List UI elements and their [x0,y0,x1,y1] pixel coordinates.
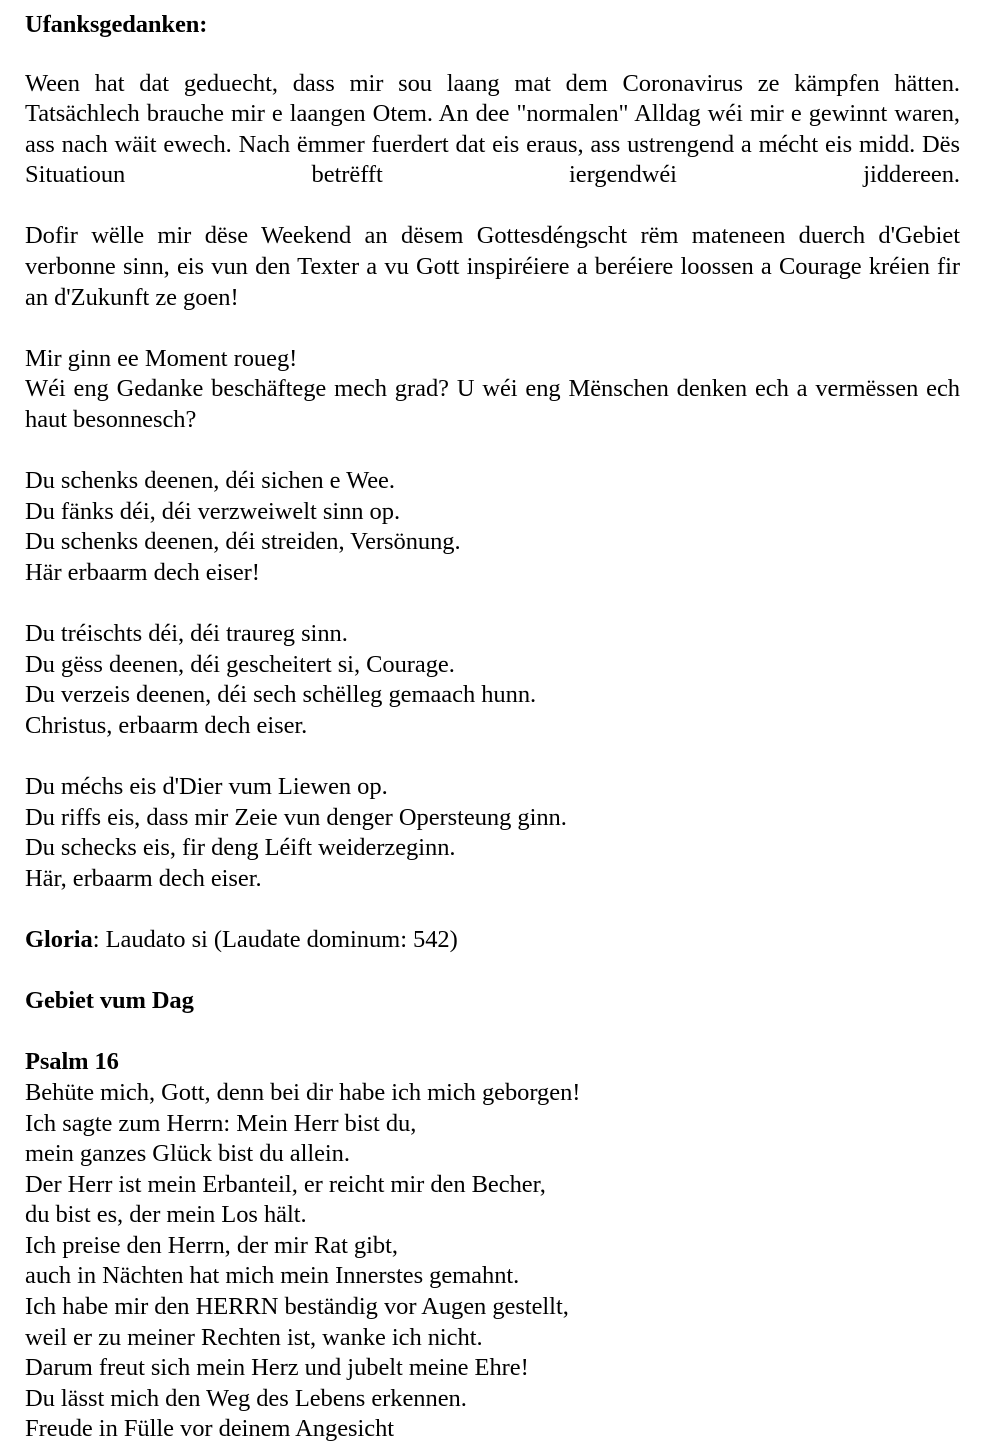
kyrie-line: Du tréischts déi, déi traureg sinn. [25,620,348,648]
spacer [25,895,960,926]
intro-paragraph-1: Ween hat dat geduecht, dass mir sou laang mat dem Coronavirus ze kämpfen hätten. Tatsächlech brauche mir e laangen Otem. An dee "normalen" Alldag wéi mir e gewinnt waren, ass nach wäit ewech. Nach ëmmer fuerdert dat eis eraus, ass ustrengend a mécht eis midd. Dës Situatioun betrëfft iergendwéi jiddereen. [25,69,960,189]
reflection-line: Mir ginn ee Moment roueg! [25,344,298,372]
kyrie-line: Christus, erbaarm dech eiser. [25,711,308,739]
spacer [25,436,960,467]
psalm-line: Ich habe mir den HERRN beständig vor Augen gestellt, [25,1293,569,1321]
kyrie-line: Du verzeis deenen, déi sech schëlleg gemaach hunn. [25,681,537,709]
kyrie-line: Du méchs eis d'Dier vum Liewen op. [25,773,388,801]
psalm-block [25,1078,960,1445]
kyrie-stanza-1 [25,466,960,588]
psalm-line: Behüte mich, Gott, denn bei dir habe ich mich geborgen! [25,1078,581,1106]
gloria-line [25,925,960,956]
heading-psalm-16: Psalm 16 [25,1048,119,1076]
psalm-line: weil er zu meiner Rechten ist, wanke ich nicht. [25,1323,483,1351]
kyrie-line: Du gëss deenen, déi gescheitert si, Courage. [25,650,455,678]
psalm-line: Freude in Fülle vor deinem Angesicht [25,1415,395,1443]
psalm-line: Du lässt mich den Weg des Lebens erkennen. [25,1384,467,1412]
psalm-line: auch in Nächten hat mich mein Innerstes gemahnt. [25,1262,520,1290]
spacer [25,41,960,69]
kyrie-line: Du schecks eis, fir deng Léift weiderzeginn. [25,834,456,862]
kyrie-stanza-3 [25,772,960,894]
psalm-line: Der Herr ist mein Erbanteil, er reicht mir den Becher, [25,1170,546,1198]
kyrie-line: Du schenks deenen, déi sichen e Wee. [25,467,395,495]
spacer [25,742,960,773]
psalm-line: Darum freut sich mein Herz und jubelt meine Ehre! [25,1354,529,1382]
reflection-block [25,344,960,375]
intro-paragraph-2: Dofir wëlle mir dëse Weekend an dësem Gottesdéngscht rëm mateneen duerch d'Gebiet verbonne sinn, eis vun den Texter a vu Gott inspiréiere a beréiere loossen a Courage kréien fir an d'Zukunft ze goen! [25,222,960,311]
kyrie-line: Här, erbaarm dech eiser. [25,864,262,892]
gloria-text: : Laudato si (Laudate dominum: 542) [92,926,458,954]
kyrie-line: Du schenks deenen, déi streiden, Versönung. [25,528,461,556]
heading-ufanksgedanken: Ufanksgedanken: [25,11,208,38]
gloria-label: Gloria [25,926,93,954]
spacer [25,589,960,620]
spacer [25,956,960,987]
kyrie-stanza-2 [25,619,960,741]
heading-gebiet-vum-dag: Gebiet vum Dag [25,987,194,1015]
kyrie-line: Här erbaarm dech eiser! [25,559,260,586]
reflection-question: Wéi eng Gedanke beschäftege mech grad? U wéi eng Mënschen denken ech a vermëssen ech haut besonnesch? [25,375,960,434]
spacer [25,1017,960,1048]
psalm-line: mein ganzes Glück bist du allein. [25,1140,350,1168]
kyrie-line: Du riffs eis, dass mir Zeie vun denger Opersteung ginn. [25,803,567,831]
kyrie-line: Du fänks déi, déi verzweiwelt sinn op. [25,497,401,525]
psalm-line: du bist es, der mein Los hält. [25,1201,307,1229]
psalm-line: Ich sagte zum Herrn: Mein Herr bist du, [25,1109,417,1137]
psalm-line: Ich preise den Herrn, der mir Rat gibt, [25,1231,398,1259]
spacer [25,313,960,344]
